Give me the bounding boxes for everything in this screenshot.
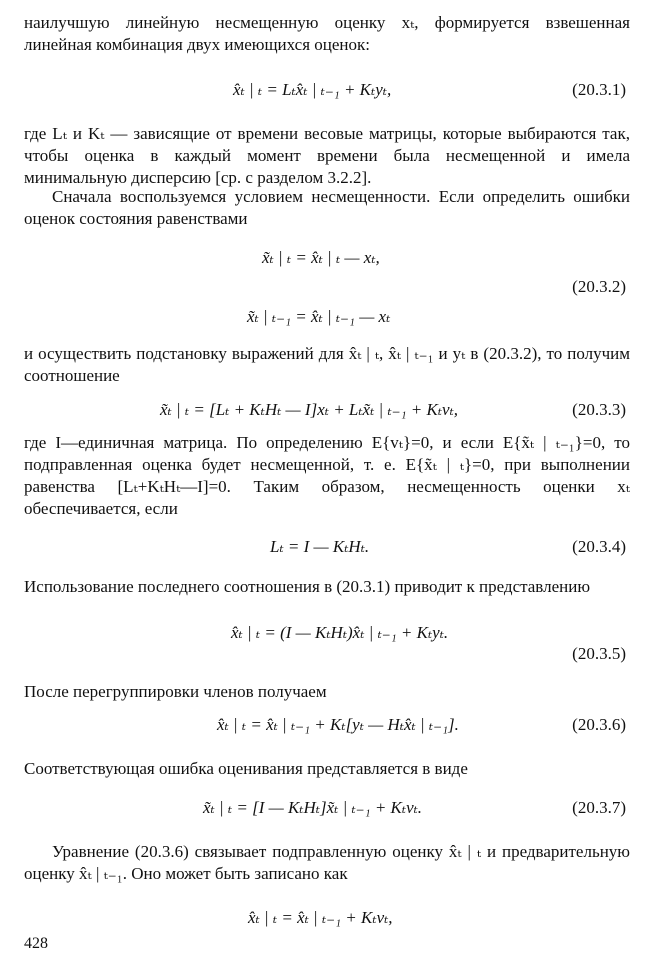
equation-20-3-2-number-row (0, 274, 650, 300)
equation-20-3-5-number-row (0, 641, 650, 667)
paragraph-5: где I—единичная матрица. По определению E{vₜ}=0, и если E{x̃ₜ | ₜ₋₁}=0, то подправленная оценка будет несмещенной, т. е. E{x̃ₜ | ₜ}=0, при выполнении равенства [Lₜ+KₜHₜ—I]=0. Таким образом, несмещенность оценки xₜ обеспечивается, если (24, 433, 630, 518)
equation-number: (20.3.7) (572, 798, 626, 817)
page-number: 428 (24, 935, 48, 952)
equation-20-3-7 (0, 795, 650, 821)
equation-formula: Lₜ = I — KₜHₜ. (270, 537, 370, 556)
equation-20-3-4 (0, 534, 650, 560)
paragraph-6: Использование последнего соотношения в (20.3.1) приводит к представлению (24, 577, 591, 596)
equation-number: (20.3.2) (572, 277, 626, 296)
equation-formula: x̃ₜ | ₜ = [Lₜ + KₜHₜ — I]xₜ + Lₜx̃ₜ | ₜ₋₁ + Kₜvₜ, (160, 400, 459, 419)
equation-formula: x̃ₜ | ₜ = x̂ₜ | ₜ — xₜ, (262, 248, 380, 267)
equation-formula: x̂ₜ | ₜ = Lₜx̂ₜ | ₜ₋₁ + Kₜyₜ, (233, 80, 392, 99)
equation-formula: x̃ₜ | ₜ = [I — KₜHₜ]x̃ₜ | ₜ₋₁ + Kₜvₜ. (203, 798, 423, 817)
equation-number: (20.3.5) (572, 644, 626, 663)
paragraph-8: Соответствующая ошибка оценивания представляется в виде (24, 759, 468, 778)
equation-20-3-3 (0, 397, 650, 423)
equation-number: (20.3.1) (572, 80, 626, 99)
equation-number: (20.3.6) (572, 715, 626, 734)
equation-number: (20.3.4) (572, 537, 626, 556)
equation-20-3-1 (0, 77, 650, 103)
paragraph-7: После перегруппировки членов получаем (24, 682, 327, 701)
paragraph-2: где Lₜ и Kₜ — зависящие от времени весовые матрицы, которые выбираются так, чтобы оценка в каждый момент времени была несмещенной и имела минимальную дисперсию [ср. с разделом 3.2.2]. (24, 124, 630, 187)
paragraph-1: наилучшую линейную несмещенную оценку xₜ, формируется взвешенная линейная комбинация двух имеющихся оценок: (24, 13, 630, 54)
equation-formula: x̂ₜ | ₜ = (I — KₜHₜ)x̂ₜ | ₜ₋₁ + Kₜyₜ. (231, 623, 449, 642)
equation-number: (20.3.3) (572, 400, 626, 419)
equation-formula: x̂ₜ | ₜ = x̂ₜ | ₜ₋₁ + Kₜvₜ, (248, 908, 393, 927)
equation-20-3-2a (0, 245, 650, 271)
paragraph-4: и осуществить подстановку выражений для x̂ₜ | ₜ, x̂ₜ | ₜ₋₁ и yₜ в (20.3.2), то получим соотношение (24, 344, 630, 385)
equation-20-3-6 (0, 712, 650, 738)
paragraph-3: Сначала воспользуемся условием несмещенности. Если определить ошибки оценок состояния равенствами (24, 187, 630, 228)
equation-formula: x̂ₜ | ₜ = x̂ₜ | ₜ₋₁ + Kₜ[yₜ — Hₜx̂ₜ | ₜ₋₁]. (217, 715, 459, 734)
equation-unnumbered (0, 905, 650, 931)
equation-20-3-2b (0, 304, 650, 330)
paragraph-9: Уравнение (20.3.6) связывает подправленную оценку x̂ₜ | ₜ и предварительную оценку x̂ₜ | ₜ₋₁. Оно может быть записано как (24, 842, 630, 883)
equation-formula: x̃ₜ | ₜ₋₁ = x̂ₜ | ₜ₋₁ — xₜ (247, 307, 391, 326)
